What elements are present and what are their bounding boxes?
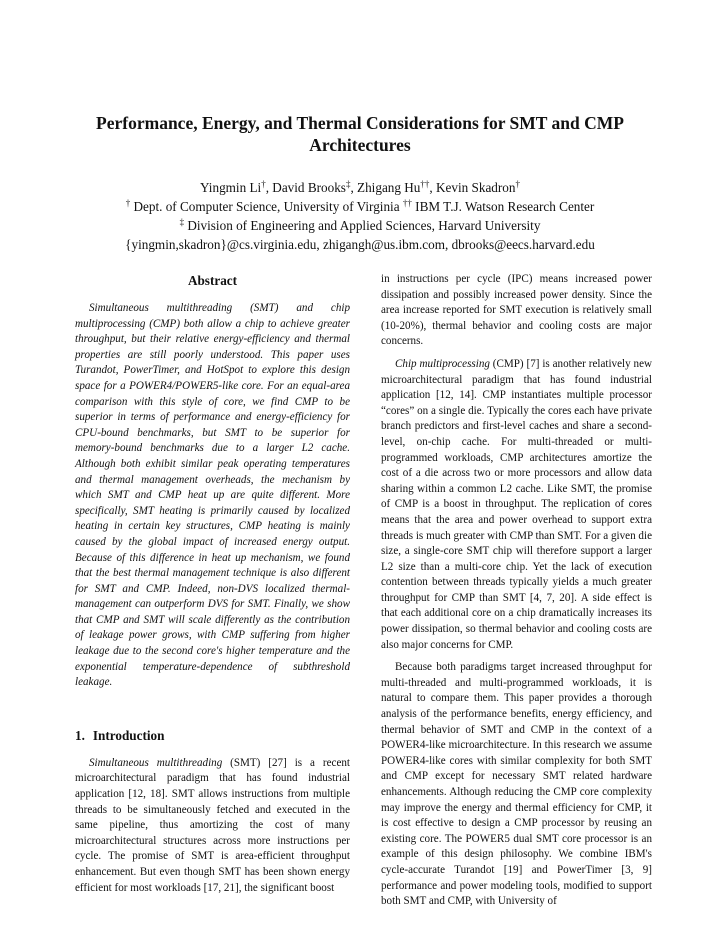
affiliation-line-1: [40, 197, 680, 216]
section-number: 1.: [75, 727, 85, 743]
section-title: Introduction: [92, 727, 165, 743]
right-column: [381, 272, 652, 910]
emphasis-term: Chip multiprocessing: [395, 357, 490, 370]
intro-paragraph-1: [75, 756, 350, 896]
intro-paragraph-3: Because both paradigms target increased throughput for multi-threaded and multi-programmed workloads, it is natural to compare them. This paper provides a thorough analysis of the performance benefits, energy efficiency, and thermal behavior of SMT and CMP in the context of a POWER4-like microarchitecture. In this research we assume POWER4-like cores with similar complexity for both SMT and CMP except for necessary SMT related hardware enhancements. Although reducing the CMP core complexity may improve the energy and thermal efficiency for CMP, it is cost effective to design a CMP processor by reusing an existing core. The POWER5 dual SMT core processor is an example of this design philosophy. We combine IBM's cycle-accurate Turandot [19] and PowerTimer [3, 9] performance and power modeling tools, modified to support both SMT and CMP, with University of: [381, 661, 652, 908]
author-name: , Zhigang Hu: [350, 180, 421, 195]
paragraph-text: (CMP) [7] is another relatively new microarchitectural paradigm that has found industrial application [12, 14]. CMP instantiates multiple processor “cores” on a single die. Typically the cores each have private branch predictors and first-level caches and share a second-level, on-chip cache. For multi-threaded or multi-programmed workloads, CMP architectures amortize the cost of a die across two or more processors and allow data sharing within a common L2 cache. Like SMT, the promise of CMP is a boost in throughput. The replication of cores means that the area and power overhead to support extra threads is much greater with CMP than SMT. For a given die size, a single-core SMT chip will therefore support a larger L2 size than a multi-core chip. Yet the lack of execution contention between threads typically yields a much greater throughput for CMP than SMT [4, 7, 20]. A side effect is that each additional core on a chip dramatically increases its power dissipation, so thermal behavior and cooling costs are also major concerns for CMP.: [381, 357, 652, 651]
abstract-body: Simultaneous multithreading (SMT) and chip multiprocessing (CMP) both allow a chip to achieve greater throughput, but their relative energy-efficiency and thermal properties are still poorly understood. This paper uses Turandot, PowerTimer, and HotSpot to explore this design space for a POWER4/POWER5-like core. For an equal-area comparison with this style of core, we find CMP to be superior in terms of performance and energy-efficiency for CPU-bound benchmarks, but SMT to be superior for memory-bound benchmarks due to a larger L2 cache. Although both exhibit similar peak operating temperatures and thermal management overheads, the mechanism by which SMT and CMP heat up are quite different. More specifically, SMT heating is primarily caused by localized heating in certain key structures, CMP heating is mainly caused by the global impact of increased energy output. Because of this difference in heat up mechanism, we found that the best thermal management technique is also different for SMT and CMP. Indeed, non-DVS localized thermal-management can outperform DVS for SMT. Finally, we show that CMP and SMT will scale differently as the contribution of leakage power grows, with CMP suffering from higher leakage due to the second core's higher temperature and the exponential temperature-dependence of subthreshold leakage.: [75, 302, 350, 689]
affiliation-mark: ††: [420, 179, 430, 189]
author-name: , David Brooks: [265, 180, 346, 195]
author-name: Yingmin Li: [200, 180, 262, 195]
affiliation-mark: †: [125, 198, 131, 208]
emphasis-term: Simultaneous multithreading: [89, 756, 223, 769]
left-column: [75, 272, 350, 896]
affiliation-mark: ††: [402, 198, 412, 208]
paragraph-text: (SMT) [27] is a recent microarchitectural paradigm that has found industrial application [12, 18]. SMT allows instructions from multiple threads to be simultaneously fetched and executed in the same pipeline, thus amortizing the cost of many microarchitectural structures across more instructions per cycle. The promise of SMT is area-efficient throughput enhancement. But even though SMT has been shown energy efficient for most workloads [17, 21], the significant boost: [75, 756, 350, 894]
intro-paragraph-2: [381, 357, 652, 653]
author-names: [40, 178, 680, 197]
affiliation-line-2: [40, 216, 680, 235]
author-block: [40, 178, 680, 254]
author-name: , Kevin Skadron: [429, 180, 516, 195]
intro-paragraph-1-continued: in instructions per cycle (IPC) means increased power dissipation and possibly increased power density. Since the area increase reported for SMT execution is relatively small (10-20%), thermal behavior and cooling costs are major concerns.: [381, 273, 652, 348]
author-emails: {yingmin,skadron}@cs.virginia.edu, zhigangh@us.ibm.com, dbrooks@eecs.harvard.edu: [125, 237, 595, 252]
affiliation-mark: ‡: [179, 217, 185, 227]
affiliation-text: IBM T.J. Watson Research Center: [411, 199, 595, 214]
affiliation-text: Dept. of Computer Science, University of Virginia: [130, 199, 403, 214]
affiliation-mark: ‡: [345, 179, 351, 189]
affiliation-mark: †: [515, 179, 520, 189]
affiliation-mark: †: [261, 179, 266, 189]
abstract-heading: Abstract: [187, 273, 238, 288]
paper-title: Performance, Energy, and Thermal Considerations for SMT and CMP Architectures: [96, 113, 624, 155]
affiliation-text: Division of Engineering and Applied Sciences, Harvard University: [184, 218, 541, 233]
section-heading-introduction: [75, 727, 350, 745]
